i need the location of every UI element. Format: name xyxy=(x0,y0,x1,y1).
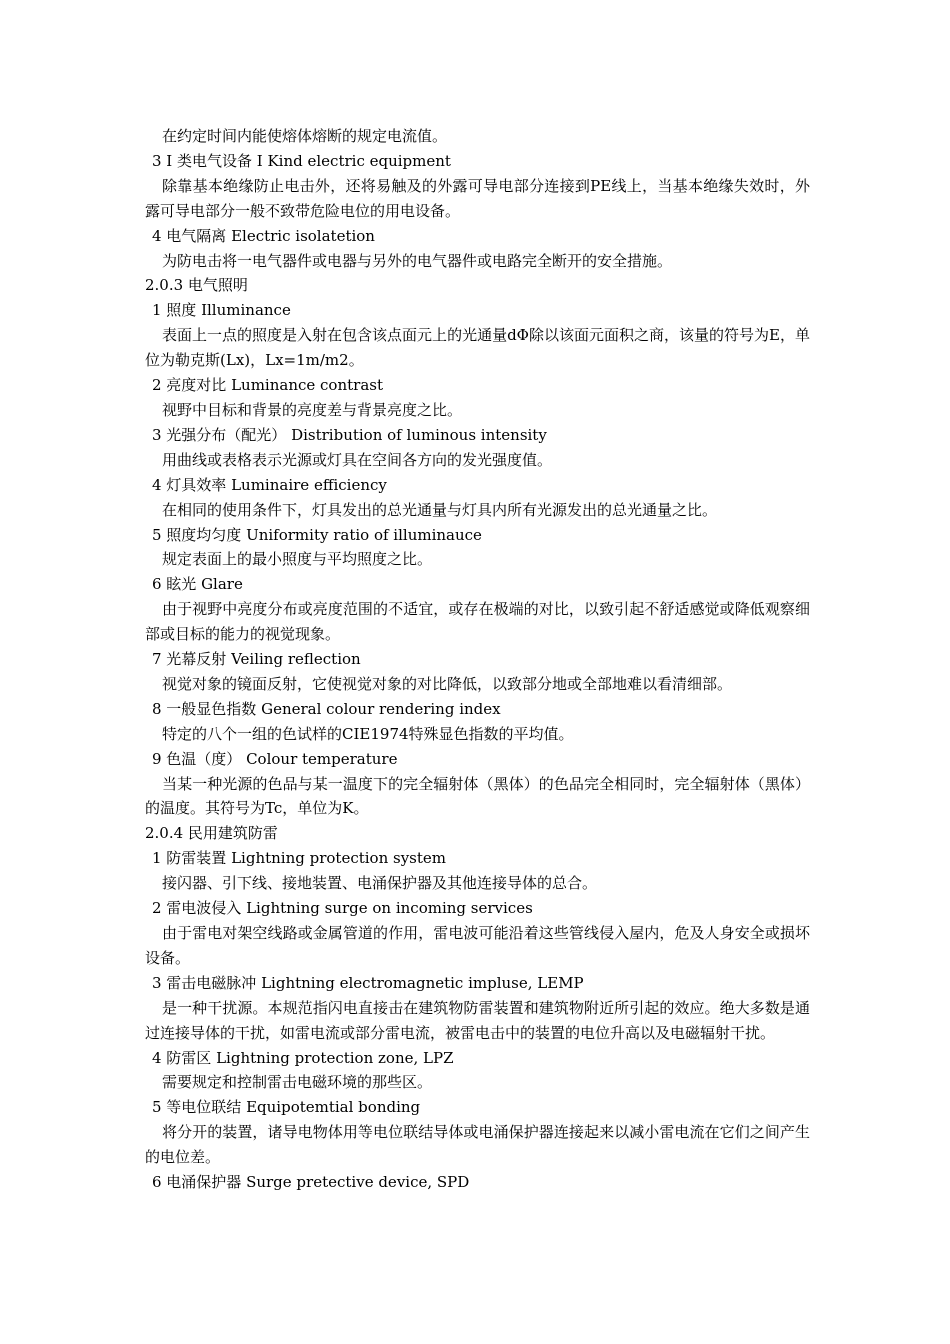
definition-paragraph: 将分开的装置，诸导电物体用等电位联结导体或电涌保护器连接起来以减小雷电流在它们之间产生的电位差。 xyxy=(145,1123,810,1167)
term-heading: 6 电涌保护器 Surge pretective device, SPD xyxy=(152,1173,470,1192)
section-heading: 2.0.3 电气照明 xyxy=(145,276,248,295)
definition-paragraph: 除靠基本绝缘防止电击外，还将易触及的外露可导电部分连接到PE线上，当基本绝缘失效时，外露可导电部分一般不致带危险电位的用电设备。 xyxy=(145,176,810,220)
term-heading: 5 等电位联结 Equipotemtial bonding xyxy=(152,1098,421,1117)
definition-paragraph: 当某一种光源的色品与某一温度下的完全辐射体（黑体）的色品完全相同时，完全辐射体（黑体）的温度。其符号为Tc，单位为K。 xyxy=(145,774,810,818)
definition-text: 视野中目标和背景的亮度差与背景亮度之比。 xyxy=(162,400,463,419)
definition-paragraph: 由于雷电对架空线路或金属管道的作用，雷电波可能沿着这些管线侵入屋内，危及人身安全或损坏设备。 xyxy=(145,924,810,967)
term-heading: 9 色温（度） Colour temperature xyxy=(152,749,398,768)
definition-text: 在相同的使用条件下，灯具发出的总光通量与灯具内所有光源发出的总光通量之比。 xyxy=(162,500,718,519)
term-heading: 4 灯具效率 Luminaire efficiency xyxy=(152,475,387,494)
definition-paragraph: 是一种干扰源。本规范指闪电直接击在建筑物防雷装置和建筑物附近所引起的效应。绝大多数是通过连接导体的干扰，如雷电流或部分雷电流，被雷电击中的装置的电位升高以及电磁辐射干扰。 xyxy=(145,998,810,1042)
definition-text: 特定的八个一组的色试样的CIE1974特殊显色指数的平均值。 xyxy=(162,724,574,743)
definition-text: 规定表面上的最小照度与平均照度之比。 xyxy=(162,550,433,569)
definition-text: 用曲线或表格表示光源或灯具在空间各方向的发光强度值。 xyxy=(162,450,553,469)
term-heading: 2 雷电波侵入 Lightning surge on incoming services xyxy=(152,899,533,918)
definition-paragraph: 由于视野中亮度分布或亮度范围的不适宜，或存在极端的对比，以致引起不舒适感觉或降低观察细部或目标的能力的视觉现象。 xyxy=(145,600,810,644)
term-heading: 6 眩光 Glare xyxy=(152,575,243,594)
term-heading: 2 亮度对比 Luminance contrast xyxy=(152,376,383,395)
definition-text: 在约定时间内能使熔体熔断的规定电流值。 xyxy=(162,127,448,145)
definition-text: 视觉对象的镜面反射，它使视觉对象的对比降低，以致部分地或全部地难以看清细部。 xyxy=(162,674,733,693)
term-heading: 4 电气隔离 Electric isolatetion xyxy=(152,226,375,245)
term-heading: 4 防雷区 Lightning protection zone, LPZ xyxy=(152,1048,454,1067)
term-heading: 1 照度 Illuminance xyxy=(152,301,291,320)
term-heading: 1 防雷装置 Lightning protection system xyxy=(152,849,447,868)
definition-text: 接闪器、引下线、接地装置、电涌保护器及其他连接导体的总合。 xyxy=(162,874,598,893)
term-heading: 5 照度均匀度 Uniformity ratio of illuminauce xyxy=(152,525,482,544)
definition-text: 为防电击将一电气器件或电器与另外的电气器件或电路完全断开的安全措施。 xyxy=(162,251,673,270)
term-heading: 3 Ⅰ 类电气设备 I Kind electric equipment xyxy=(152,151,451,170)
term-heading: 7 光幕反射 Veiling reflection xyxy=(152,650,361,669)
definition-text: 需要规定和控制雷击电磁环境的那些区。 xyxy=(162,1073,433,1092)
document-body xyxy=(145,124,810,1195)
definition-paragraph: 表面上一点的照度是入射在包含该点面元上的光通量dΦ除以该面元面积之商，该量的符号为E，单位为勒克斯(Lx)，Lx=1m/m2。 xyxy=(145,326,810,370)
term-heading: 8 一般显色指数 General colour rendering index xyxy=(152,699,501,718)
term-heading: 3 雷击电磁脉冲 Lightning electromagnetic impluse, LEMP xyxy=(152,973,584,992)
section-heading: 2.0.4 民用建筑防雷 xyxy=(145,824,278,843)
term-heading: 3 光强分布（配光） Distribution of luminous intensity xyxy=(152,425,547,444)
